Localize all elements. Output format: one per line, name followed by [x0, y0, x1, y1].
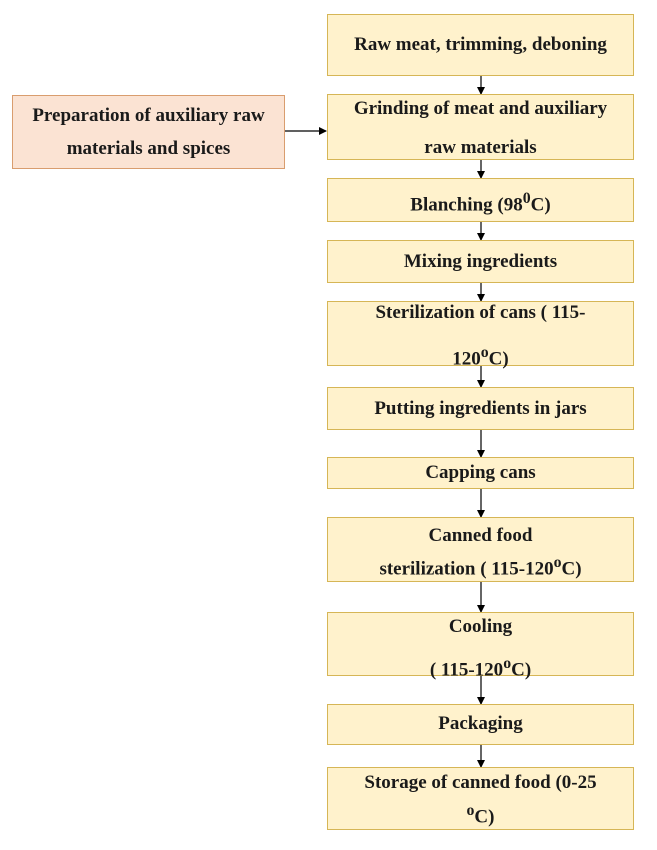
step-capping [327, 457, 634, 489]
step-cooling [327, 612, 634, 681]
step-blanching [327, 178, 634, 222]
step-11-line-1: Storage of canned food (0-25 [364, 772, 597, 793]
step-packaging [327, 704, 634, 745]
step-5-sup: o [480, 344, 489, 361]
step-mixing [327, 240, 634, 283]
step-2-line-2: raw materials [424, 137, 537, 158]
step-9-pre: ( 115-120 [429, 659, 504, 681]
step-7-line-1: Capping cans [425, 462, 536, 483]
step-8-sup: o [553, 554, 562, 571]
step-3-sup: 0 [522, 190, 531, 207]
step-2-line-1: Grinding of meat and auxiliary [353, 98, 608, 119]
step-5-post: C) [488, 348, 509, 370]
step-grinding [327, 94, 634, 160]
step-8-post: C) [561, 558, 582, 580]
step-1-line-1: Raw meat, trimming, deboning [354, 34, 607, 55]
step-storage [327, 767, 634, 830]
step-putting-jars [327, 387, 634, 430]
step-8-pre: sterilization ( 115-120 [379, 558, 554, 580]
step-11-post: C) [474, 806, 495, 828]
step-9-post: C) [511, 659, 532, 681]
step-raw-meat [327, 14, 634, 76]
step-3-after: C) [530, 194, 551, 216]
step-8-line-1: Canned food [428, 525, 533, 546]
step-9-line-2 [328, 655, 633, 681]
aux-preparation-box [12, 95, 285, 169]
step-5-line-1: Sterilization of cans ( 115- [375, 302, 586, 323]
aux-line-1: Preparation of auxiliary raw [32, 105, 265, 126]
step-11-sup: o [466, 802, 475, 819]
step-8-line-2 [328, 554, 633, 580]
step-4-line-1: Mixing ingredients [403, 251, 558, 272]
step-5-line-2 [328, 344, 633, 370]
step-9-sup: o [503, 655, 512, 672]
aux-line-2: materials and spices [66, 138, 231, 159]
step-3-line-1 [328, 190, 633, 216]
step-5-pre: 120 [452, 348, 481, 370]
step-6-line-1: Putting ingredients in jars [374, 398, 587, 419]
step-3-text: Blanching (98 [410, 194, 523, 216]
step-sterilization-cans [327, 301, 634, 370]
step-10-line-1: Packaging [438, 713, 523, 734]
step-canned-sterilization [327, 517, 634, 582]
step-9-line-1: Cooling [448, 616, 513, 637]
step-11-line-2 [328, 802, 633, 828]
